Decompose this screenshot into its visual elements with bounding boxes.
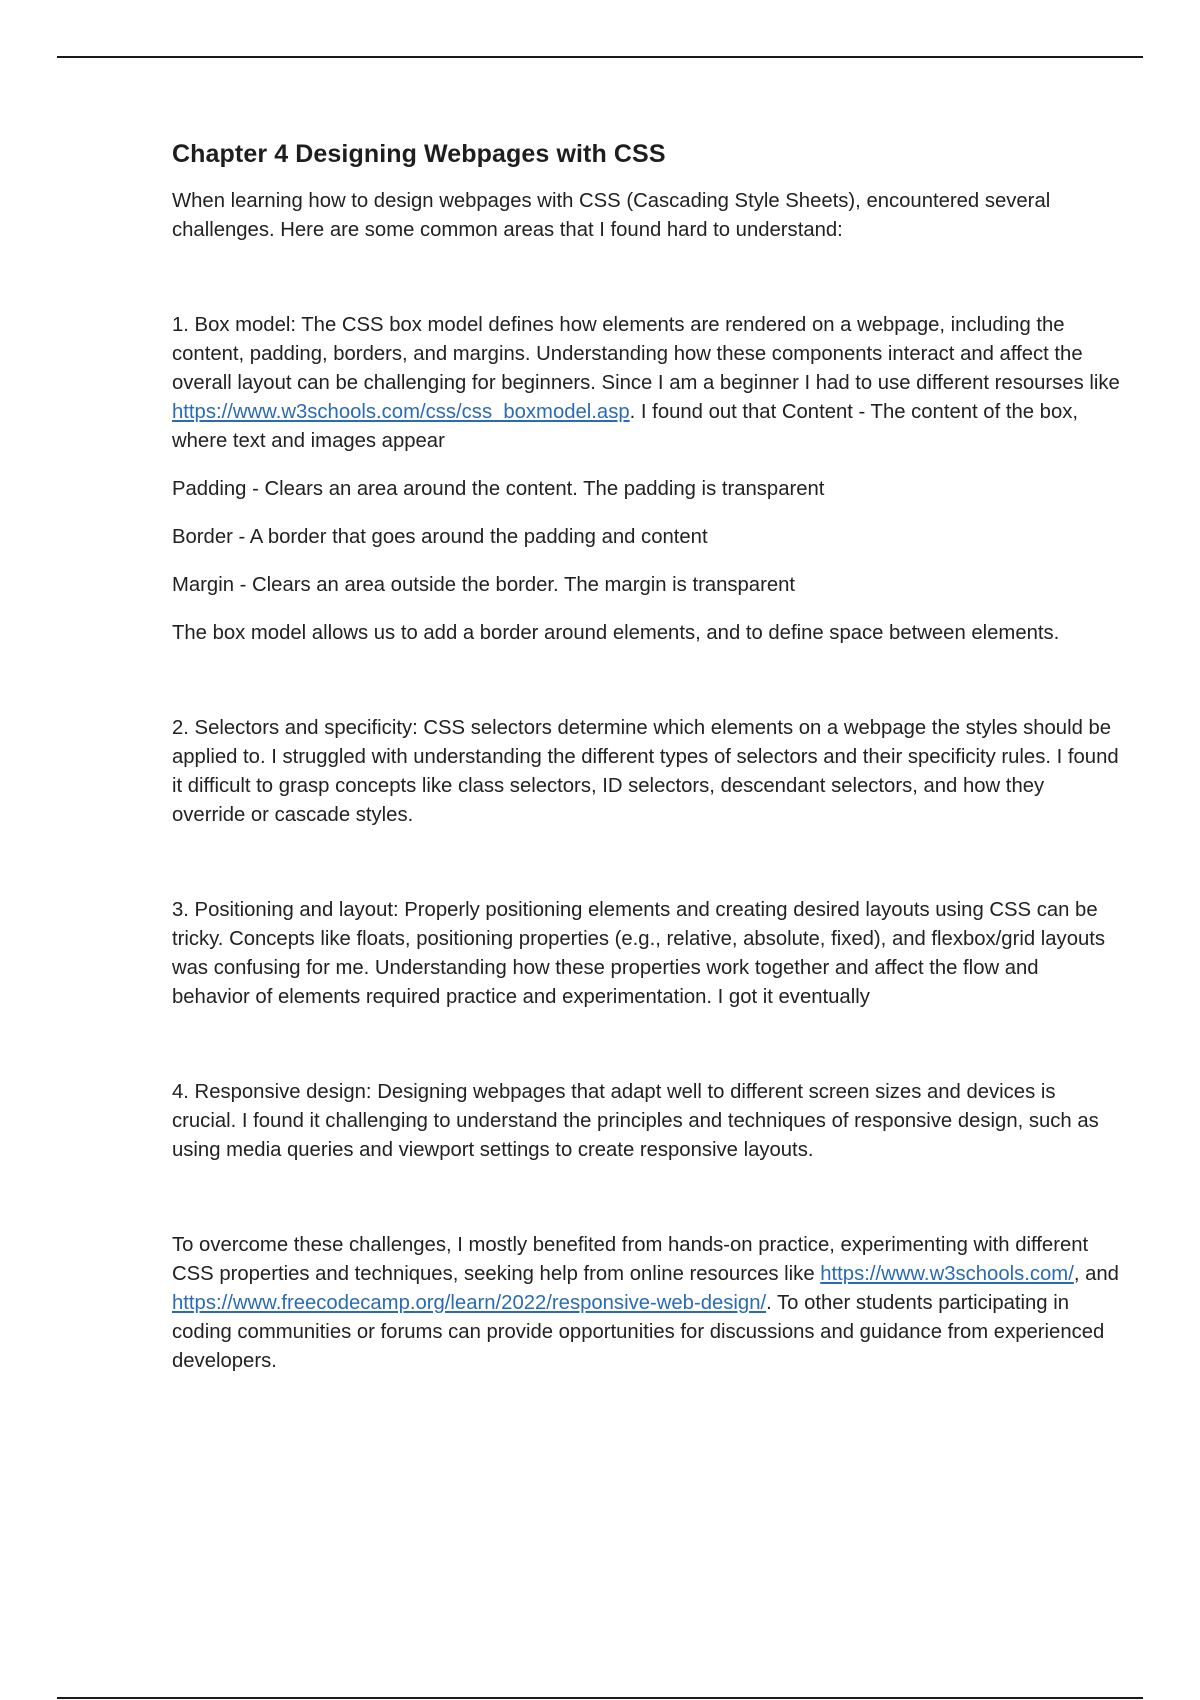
page-title: Chapter 4 Designing Webpages with CSS	[172, 140, 666, 168]
conclusion-text: To overcome these challenges, I mostly benefited from hands-on practice, experimenting with different CSS properties and techniques, seeking help from online resources like	[172, 1234, 1089, 1285]
bottom-rule	[57, 1697, 1143, 1699]
document-body	[172, 140, 1122, 1376]
border-definition: Border - A border that goes around the padding and content	[172, 526, 708, 548]
margin-definition: Margin - Clears an area outside the border. The margin is transparent	[172, 574, 796, 596]
conclusion-and-text: , and	[1073, 1263, 1119, 1285]
intro-paragraph: When learning how to design webpages with CSS (Cascading Style Sheets), encountered several challenges. Here are some common areas that I found hard to understand:	[172, 190, 1051, 241]
box-model-text: 1. Box model: The CSS box model defines how elements are rendered on a webpage, including the content, padding, borders, and margins. Understanding how these components interact and affect the overall layout can be challenging for beginners. Since I am a beginner I had to use different resourses like	[172, 314, 1120, 394]
conclusion-closing-text: . To other students participating in coding communities or forums can provide opportunities for discussions and guidance from experienced developers.	[172, 1292, 1105, 1372]
box-model-summary: The box model allows us to add a border around elements, and to define space between elements.	[172, 622, 1060, 644]
padding-definition: Padding - Clears an area around the content. The padding is transparent	[172, 478, 825, 500]
box-model-content-text: . I found out that Content - The content of the box, where text and images appear	[172, 401, 1079, 452]
box-model-paragraph	[172, 311, 1122, 456]
positioning-paragraph: 3. Positioning and layout: Properly positioning elements and creating desired layouts using CSS can be tricky. Concepts like floats, positioning properties (e.g., relative, absolute, fixed), and flexbox/grid layouts was confusing for me. Understanding how these properties work together and affect the flow and behavior of elements required practice and experimentation. I got it eventually	[172, 899, 1106, 1008]
conclusion-paragraph	[172, 1231, 1122, 1376]
responsive-paragraph: 4. Responsive design: Designing webpages that adapt well to different screen sizes and devices is crucial. I found it challenging to understand the principles and techniques of responsive design, such as using media queries and viewport settings to create responsive layouts.	[172, 1081, 1099, 1161]
w3schools-boxmodel-link[interactable]: https://www.w3schools.com/css/css_boxmodel.asp	[172, 401, 630, 423]
selectors-paragraph: 2. Selectors and specificity: CSS selectors determine which elements on a webpage the styles should be applied to. I struggled with understanding the different types of selectors and their specificity rules. I found it difficult to grasp concepts like class selectors, ID selectors, descendant selectors, and how they override or cascade styles.	[172, 717, 1119, 826]
top-rule	[57, 56, 1143, 58]
w3schools-link[interactable]: https://www.w3schools.com/	[820, 1263, 1074, 1285]
freecodecamp-link[interactable]: https://www.freecodecamp.org/learn/2022/responsive-web-design/	[172, 1292, 767, 1314]
